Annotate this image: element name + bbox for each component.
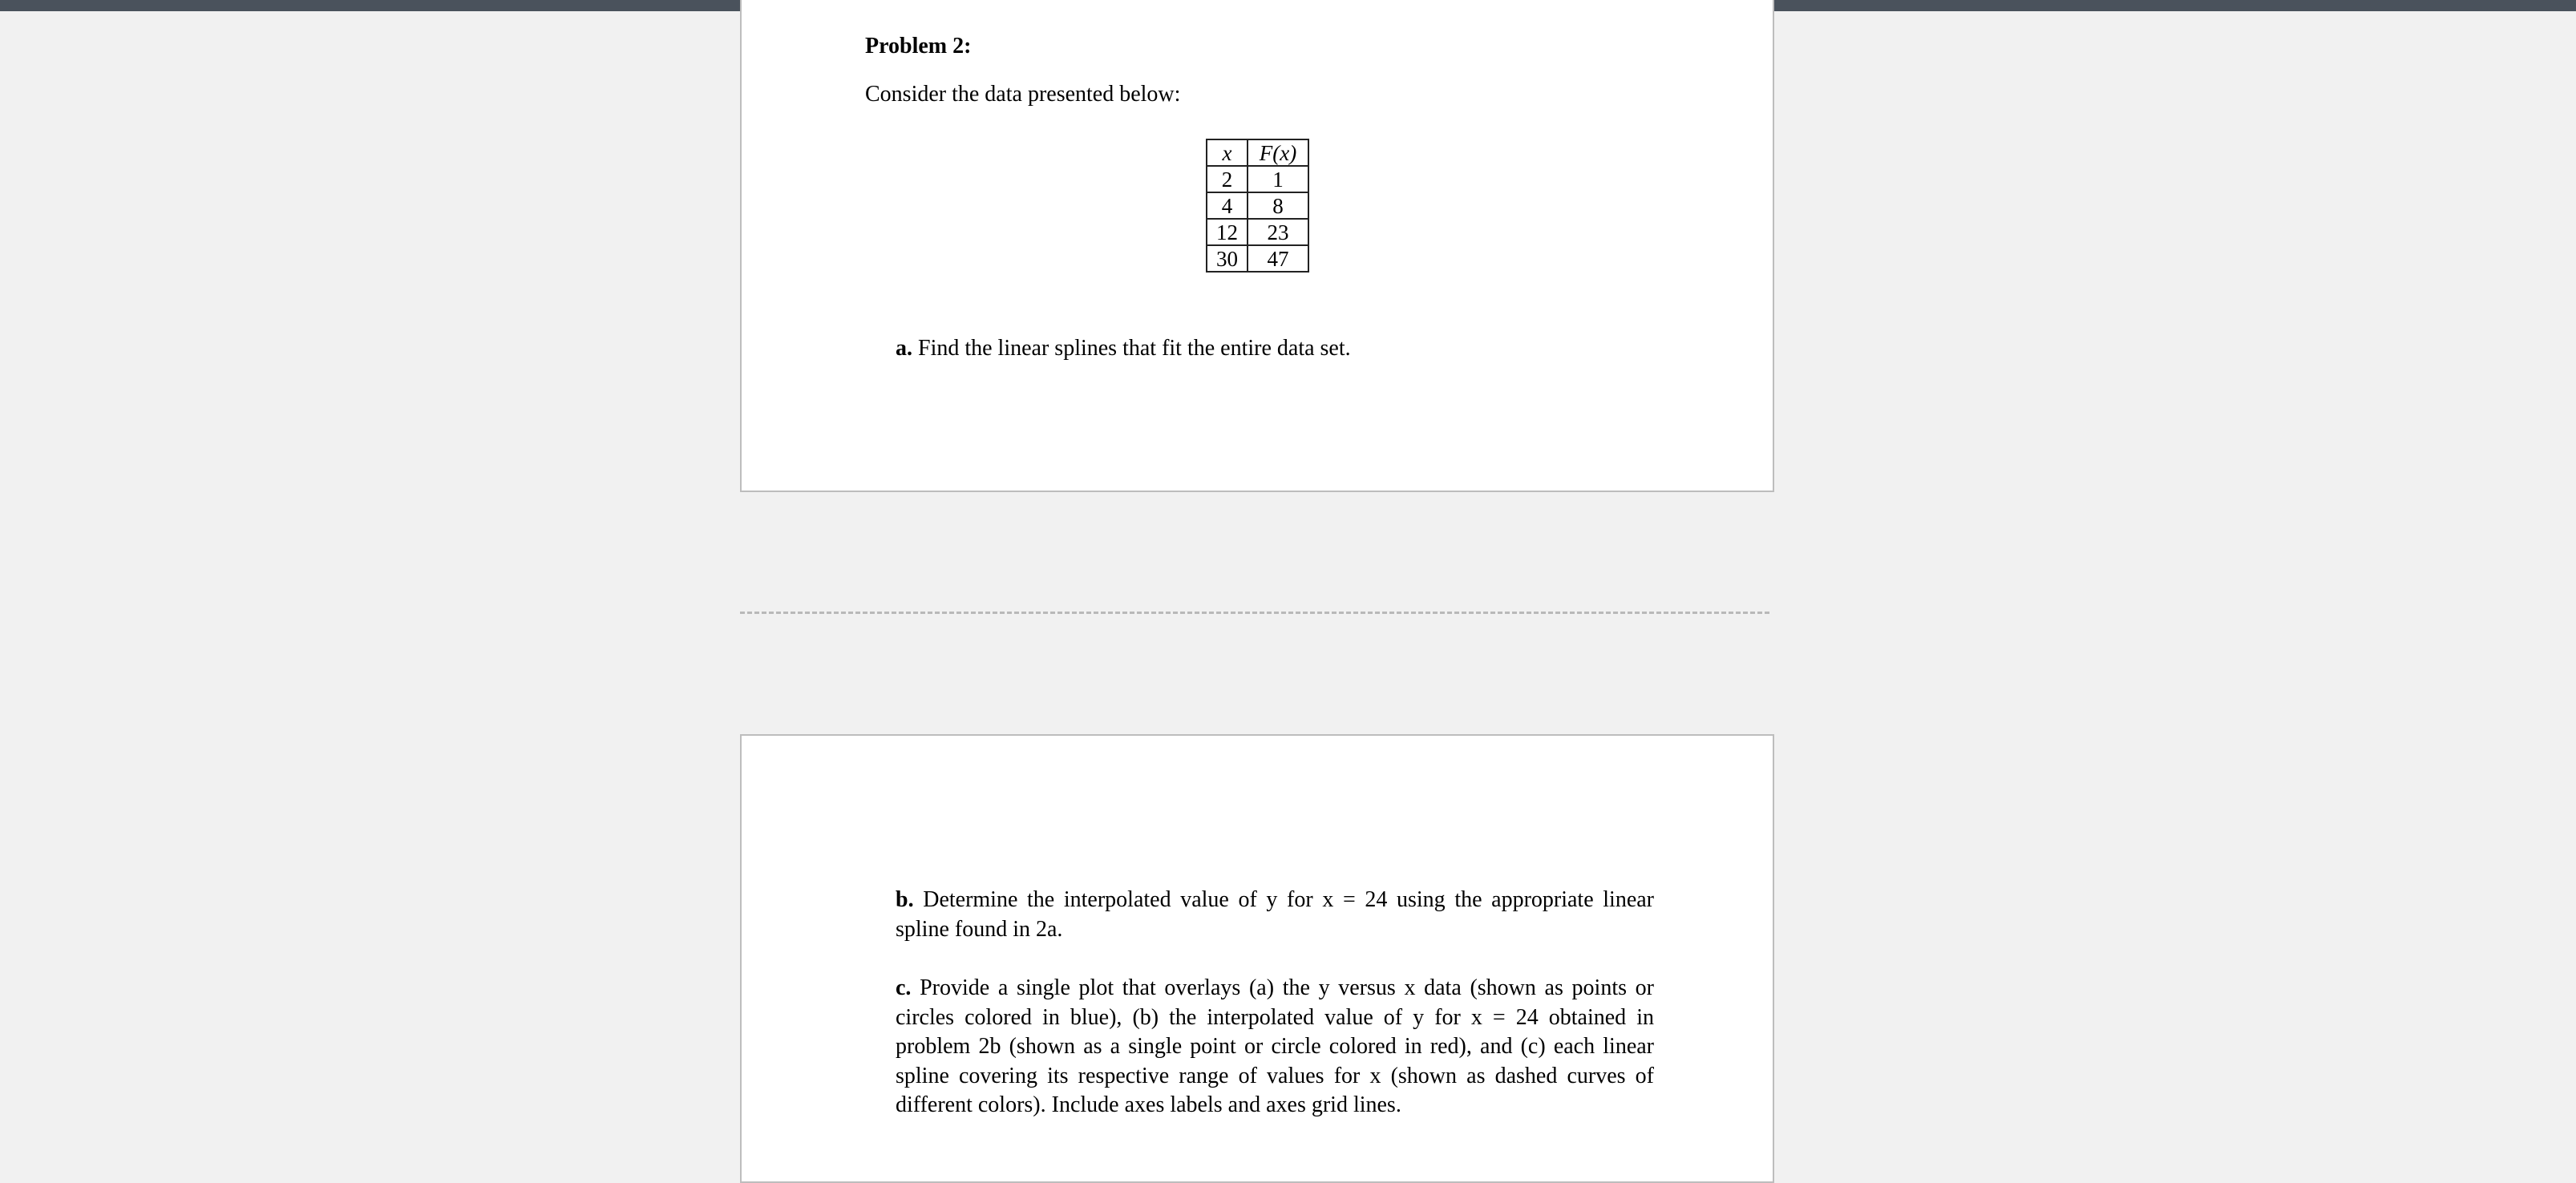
part-a-label: a.	[896, 336, 912, 361]
table-cell-fx: 1	[1248, 166, 1308, 192]
table-row	[1207, 166, 1308, 192]
table-cell-x: 2	[1207, 166, 1248, 192]
part-c	[896, 974, 1654, 1120]
table-row	[1207, 245, 1308, 272]
table-row	[1207, 219, 1308, 245]
part-c-text: Provide a single plot that overlays (a) the y versus x data (shown as points or circles colored in blue), (b) the interpolated value of y for x = 24 obtained in problem 2b (shown as a single point or circle colored in red), and (c) each linear spline covering its respective range of values for x (shown as dashed curves of different colors). Include axes labels and axes grid lines.	[896, 975, 1654, 1117]
table-cell-fx: 23	[1248, 219, 1308, 245]
document-page-1	[740, 0, 1774, 492]
table-cell-x: 4	[1207, 192, 1248, 219]
table-header-row	[1207, 139, 1308, 166]
data-table	[1206, 139, 1309, 273]
part-b	[896, 886, 1654, 944]
table-header-x: x	[1207, 139, 1248, 166]
document-page-2	[740, 734, 1774, 1183]
problem-intro: Consider the data presented below:	[865, 82, 1181, 107]
table-header-fx: F(x)	[1248, 139, 1308, 166]
part-b-text: Determine the interpolated value of y for x = 24 using the appropriate linear spline found in 2a.	[896, 887, 1655, 942]
table-cell-x: 30	[1207, 245, 1248, 272]
part-a	[896, 334, 1654, 364]
table-cell-x: 12	[1207, 219, 1248, 245]
page-separator	[740, 612, 1769, 614]
part-c-label: c.	[896, 975, 912, 1000]
part-b-label: b.	[896, 887, 914, 912]
table-cell-fx: 8	[1248, 192, 1308, 219]
table-cell-fx: 47	[1248, 245, 1308, 272]
part-a-text: Find the linear splines that fit the entire data set.	[918, 336, 1351, 361]
problem-heading: Problem 2:	[865, 34, 972, 59]
table-row	[1207, 192, 1308, 219]
